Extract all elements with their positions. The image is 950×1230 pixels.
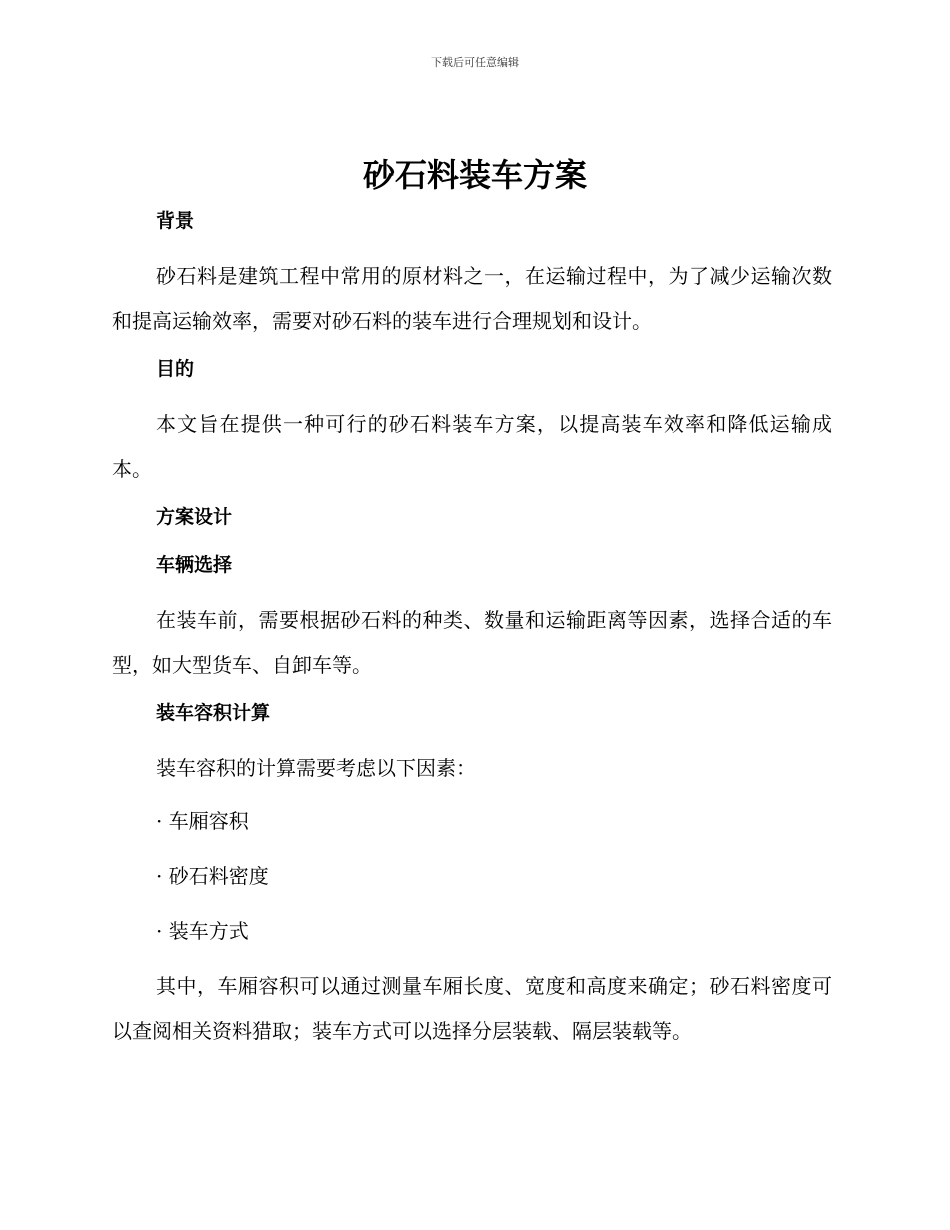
section-heading-vehicle: 车辆选择: [156, 554, 233, 576]
header-note: 下载后可任意编辑: [431, 56, 519, 69]
section-heading-purpose: 目的: [156, 358, 195, 380]
section-heading-background: 背景: [156, 210, 195, 232]
document-title: 砂石料装车方案: [362, 156, 587, 194]
paragraph-vehicle: 在装车前，需要根据砂石料的种类、数量和运输距离等因素，选择合适的车型，如大型货车、自卸车等。: [112, 608, 832, 677]
bullet-item: · 装车方式: [156, 919, 249, 943]
paragraph-purpose: 本文旨在提供一种可行的砂石料装车方案，以提高装车效率和降低运输成本。: [112, 412, 832, 481]
section-heading-design: 方案设计: [156, 506, 233, 528]
paragraph-background: 砂石料是建筑工程中常用的原材料之一，在运输过程中，为了减少运输次数和提高运输效率，需要对砂石料的装车进行合理规划和设计。: [112, 264, 832, 333]
paragraph-capacity-intro: 装车容积的计算需要考虑以下因素：: [156, 756, 476, 780]
section-heading-capacity: 装车容积计算: [156, 702, 271, 724]
bullet-item: · 砂石料密度: [156, 864, 269, 888]
document-body: [112, 196, 832, 1062]
paragraph-capacity-detail: 其中，车厢容积可以通过测量车厢长度、宽度和高度来确定；砂石料密度可以查阅相关资料猎取；装车方式可以选择分层装载、隔层装载等。: [112, 974, 832, 1043]
bullet-item: · 车厢容积: [156, 809, 249, 833]
